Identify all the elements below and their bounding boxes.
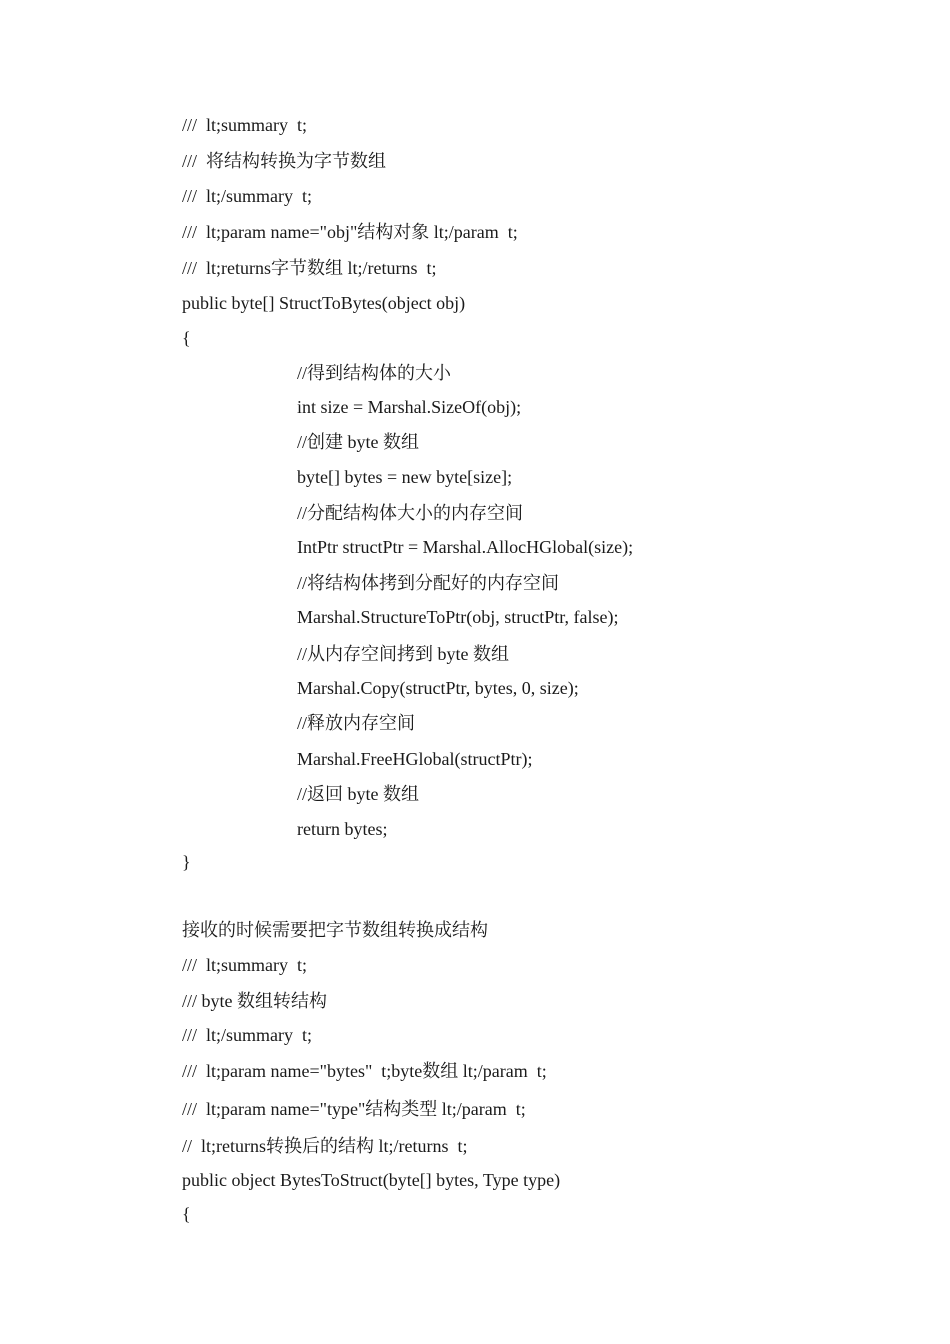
code-line: Marshal.FreeHGlobal(structPtr); xyxy=(297,749,533,769)
doc-comment-summary-close: /// lt;/summary t; xyxy=(182,186,312,206)
method-signature: public byte[] StructToBytes(object obj) xyxy=(182,293,466,313)
open-brace: { xyxy=(182,328,191,348)
code-comment: //从内存空间拷到 byte 数组 xyxy=(297,644,509,664)
doc-comment-description: /// byte 数组转结构 xyxy=(182,991,327,1011)
doc-comment-param: /// lt;param name="obj"结构对象 lt;/param t; xyxy=(182,222,518,242)
section-paragraph: 接收的时候需要把字节数组转换成结构 xyxy=(182,920,488,940)
code-line: int size = Marshal.SizeOf(obj); xyxy=(297,397,522,417)
doc-comment-description: /// 将结构转换为字节数组 xyxy=(182,151,387,171)
method-signature: public object BytesToStruct(byte[] bytes, Type type) xyxy=(182,1170,561,1190)
code-comment: //得到结构体的大小 xyxy=(297,363,452,383)
code-comment: //创建 byte 数组 xyxy=(297,432,419,452)
doc-comment-summary-open: /// lt;summary t; xyxy=(182,955,307,975)
close-brace: } xyxy=(182,852,191,872)
doc-comment-summary-close: /// lt;/summary t; xyxy=(182,1025,312,1045)
doc-comment-returns: /// lt;returns字节数组 lt;/returns t; xyxy=(182,258,437,278)
code-comment: //释放内存空间 xyxy=(297,713,416,733)
code-line: IntPtr structPtr = Marshal.AllocHGlobal(size); xyxy=(297,537,634,557)
doc-comment-param: /// lt;param name="type"结构类型 lt;/param t; xyxy=(182,1099,526,1119)
code-comment: //将结构体拷到分配好的内存空间 xyxy=(297,573,560,593)
code-line: Marshal.StructureToPtr(obj, structPtr, false); xyxy=(297,607,619,627)
code-line: return bytes; xyxy=(297,819,388,839)
code-line: Marshal.Copy(structPtr, bytes, 0, size); xyxy=(297,678,579,698)
open-brace: { xyxy=(182,1204,191,1224)
doc-comment-returns: // lt;returns转换后的结构 lt;/returns t; xyxy=(182,1136,468,1156)
doc-comment-param: /// lt;param name="bytes" t;byte数组 lt;/param t; xyxy=(182,1061,547,1081)
code-comment: //返回 byte 数组 xyxy=(297,784,419,804)
code-line: byte[] bytes = new byte[size]; xyxy=(297,467,513,487)
doc-comment-summary-open: /// lt;summary t; xyxy=(182,115,307,135)
code-comment: //分配结构体大小的内存空间 xyxy=(297,503,524,523)
